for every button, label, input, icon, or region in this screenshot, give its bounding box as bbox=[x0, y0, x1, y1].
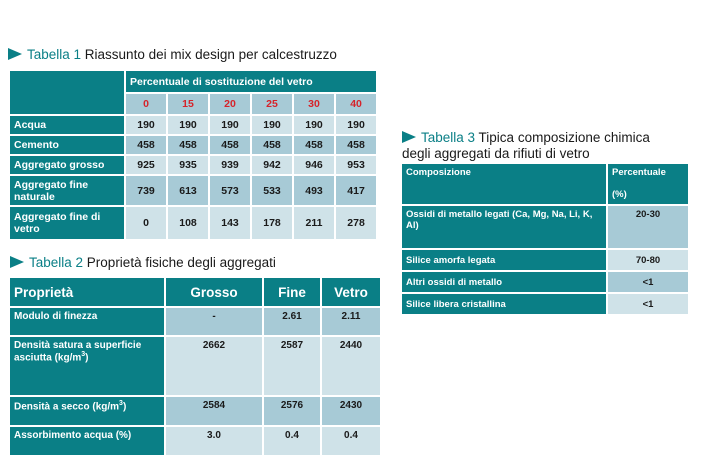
cell: 190 bbox=[335, 115, 377, 135]
row-label: Ossidi di metallo legati (Ca, Mg, Na, Li, K, Al) bbox=[401, 205, 607, 249]
cell: 953 bbox=[335, 155, 377, 175]
cell: 458 bbox=[209, 135, 251, 155]
cell: 0.4 bbox=[263, 426, 321, 456]
row-label: Densità a secco $(kg/m^3)$ bbox=[9, 396, 165, 426]
cell: 2662 bbox=[165, 336, 263, 396]
cell: 946 bbox=[293, 155, 335, 175]
table1-number: Tabella 1 bbox=[27, 47, 82, 62]
cell: 935 bbox=[167, 155, 209, 175]
table3-title-line1: Tipica composizione chimica bbox=[475, 130, 650, 145]
cell: 2584 bbox=[165, 396, 263, 426]
row-label: Acqua bbox=[9, 115, 125, 135]
cell: 108 bbox=[167, 206, 209, 240]
cell: 2430 bbox=[321, 396, 381, 426]
cell: 2440 bbox=[321, 336, 381, 396]
table1-col: 0 bbox=[125, 93, 167, 115]
cell: 190 bbox=[293, 115, 335, 135]
table-row bbox=[9, 115, 377, 135]
cell: 190 bbox=[125, 115, 167, 135]
table-row bbox=[401, 293, 689, 315]
cell: 0 bbox=[125, 206, 167, 240]
cell: 417 bbox=[335, 175, 377, 206]
row-label: Altri ossidi di metallo bbox=[401, 271, 607, 293]
table1 bbox=[8, 69, 378, 241]
table1-col: 25 bbox=[251, 93, 293, 115]
cell: 2.11 bbox=[321, 307, 381, 336]
table2-caption bbox=[10, 255, 276, 271]
table-row bbox=[401, 249, 689, 271]
table2-number: Tabella 2 bbox=[29, 255, 84, 270]
table1-header: Percentuale di sostituzione del vetro bbox=[125, 70, 377, 93]
table-row bbox=[9, 155, 377, 175]
row-label: Aggregato fine naturale bbox=[9, 175, 125, 206]
cell: 458 bbox=[251, 135, 293, 155]
cell: 739 bbox=[125, 175, 167, 206]
cell: 458 bbox=[293, 135, 335, 155]
cell: 178 bbox=[251, 206, 293, 240]
table3-header: Composizione bbox=[401, 163, 607, 205]
row-label: Modulo di finezza bbox=[9, 307, 165, 336]
cell: 278 bbox=[335, 206, 377, 240]
cell: 458 bbox=[167, 135, 209, 155]
cell: 573 bbox=[209, 175, 251, 206]
table1-caption bbox=[8, 47, 337, 63]
table-row bbox=[9, 206, 377, 240]
table2-header: Grosso bbox=[165, 277, 263, 307]
table2-title: Proprietà fisiche degli aggregati bbox=[83, 255, 276, 270]
row-label: Aggregato grosso bbox=[9, 155, 125, 175]
cell: 190 bbox=[209, 115, 251, 135]
cell: 2.61 bbox=[263, 307, 321, 336]
table-row bbox=[9, 135, 377, 155]
table3-title-line2: degli aggregati da rifiuti di vetro bbox=[402, 146, 590, 161]
table1-col: 20 bbox=[209, 93, 251, 115]
cell: 20-30 bbox=[607, 205, 689, 249]
cell: 2587 bbox=[263, 336, 321, 396]
cell: <1 bbox=[607, 293, 689, 315]
cell: 211 bbox=[293, 206, 335, 240]
cell: 70-80 bbox=[607, 249, 689, 271]
cell: 533 bbox=[251, 175, 293, 206]
cell: 2576 bbox=[263, 396, 321, 426]
cell: 143 bbox=[209, 206, 251, 240]
table1-col: 40 bbox=[335, 93, 377, 115]
row-label: Silice libera cristallina bbox=[401, 293, 607, 315]
table3-number: Tabella 3 bbox=[421, 130, 476, 145]
row-label: Densità satura a superficie asciutta $(kg/m^3)$ bbox=[9, 336, 165, 396]
cell: 925 bbox=[125, 155, 167, 175]
row-label: Cemento bbox=[9, 135, 125, 155]
table3 bbox=[400, 162, 690, 316]
cell: 3.0 bbox=[165, 426, 263, 456]
cell: 190 bbox=[251, 115, 293, 135]
cell: 0.4 bbox=[321, 426, 381, 456]
table-row bbox=[9, 175, 377, 206]
table1-col: 15 bbox=[167, 93, 209, 115]
table2-header: Proprietà bbox=[9, 277, 165, 307]
row-label: Silice amorfa legata bbox=[401, 249, 607, 271]
table-row bbox=[9, 307, 381, 336]
table-row bbox=[9, 426, 381, 456]
cell: 458 bbox=[125, 135, 167, 155]
cell: 613 bbox=[167, 175, 209, 206]
arrow-icon bbox=[10, 256, 24, 268]
table3-caption bbox=[402, 130, 650, 162]
cell: 190 bbox=[167, 115, 209, 135]
cell: - bbox=[165, 307, 263, 336]
table-row bbox=[9, 336, 381, 396]
table1-col: 30 bbox=[293, 93, 335, 115]
table-row bbox=[9, 396, 381, 426]
table2-header: Vetro bbox=[321, 277, 381, 307]
cell: 493 bbox=[293, 175, 335, 206]
cell: <1 bbox=[607, 271, 689, 293]
arrow-icon bbox=[402, 131, 416, 143]
arrow-icon bbox=[8, 48, 22, 60]
table2 bbox=[8, 276, 382, 457]
table-row bbox=[401, 271, 689, 293]
row-label: Assorbimento acqua (%) bbox=[9, 426, 165, 456]
table2-header: Fine bbox=[263, 277, 321, 307]
table3-header: Percentuale (%) bbox=[607, 163, 689, 205]
table1-corner bbox=[9, 70, 125, 115]
table-row bbox=[401, 205, 689, 249]
cell: 458 bbox=[335, 135, 377, 155]
row-label: Aggregato fine di vetro bbox=[9, 206, 125, 240]
cell: 942 bbox=[251, 155, 293, 175]
cell: 939 bbox=[209, 155, 251, 175]
table1-title: Riassunto dei mix design per calcestruzzo bbox=[81, 47, 337, 62]
